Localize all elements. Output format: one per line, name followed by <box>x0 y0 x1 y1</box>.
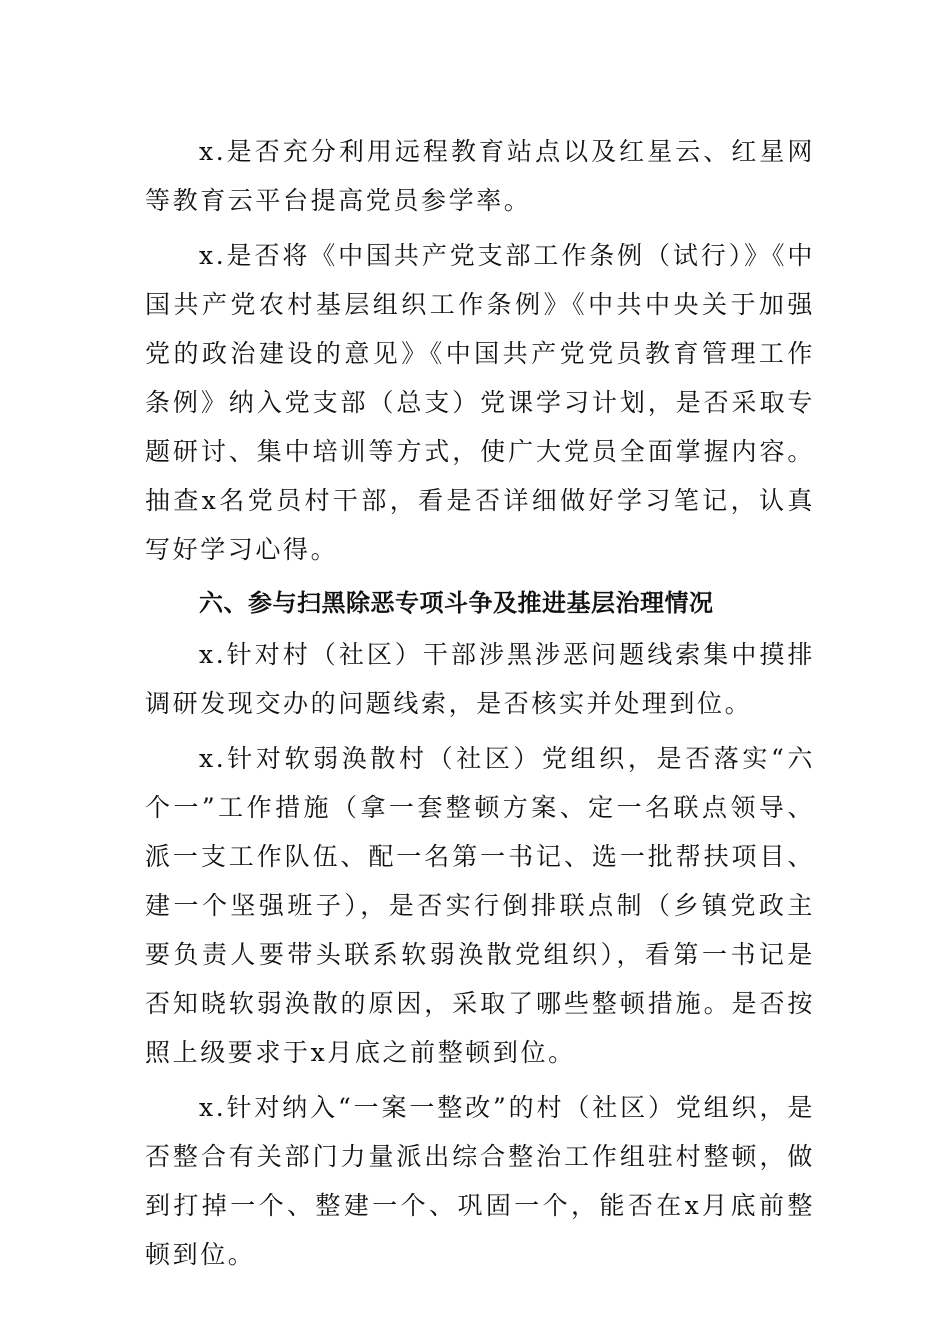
paragraph-clue-verification: x.针对村（社区）干部涉黑涉恶问题线索集中摸排调研发现交办的问题线索，是否核实并处理到位。 <box>145 640 815 718</box>
paragraph-party-regulations-study: x.是否将《中国共产党支部工作条例（试行）》《中国共产党农村基层组织工作条例》《中共中央关于加强党的政治建设的意见》《中国共产党党员教育管理工作条例》纳入党支部（总支）党课学习计划，是否采取专题研讨、集中培训等方式，使广大党员全面掌握内容。抽查x名党员村干部，看是否详细做好学习笔记，认真写好学习心得。 <box>145 241 815 564</box>
paragraph-weak-organizations: x.针对软弱涣散村（社区）党组织，是否落实“六个一”工作措施（拿一套整顿方案、定一名联点领导、派一支工作队伍、配一名第一书记、选一批帮扶项目、建一个坚强班子），是否实行倒排联点制（乡镇党政主要负责人要带头联系软弱涣散党组织），看第一书记是否知晓软弱涣散的原因，采取了哪些整顿措施。是否按照上级要求于x月底之前整顿到位。 <box>145 744 815 1067</box>
paragraph-case-rectification: x.针对纳入“一案一整改”的村（社区）党组织，是否整合有关部门力量派出综合整治工作组驻村整顿，做到打掉一个、整建一个、巩固一个，能否在x月底前整顿到位。 <box>145 1093 815 1269</box>
paragraph-remote-education: x.是否充分利用远程教育站点以及红星云、红星网等教育云平台提高党员参学率。 <box>145 137 815 215</box>
document-body <box>145 127 815 1285</box>
section-heading: 六、参与扫黑除恶专项斗争及推进基层治理情况 <box>199 589 714 617</box>
